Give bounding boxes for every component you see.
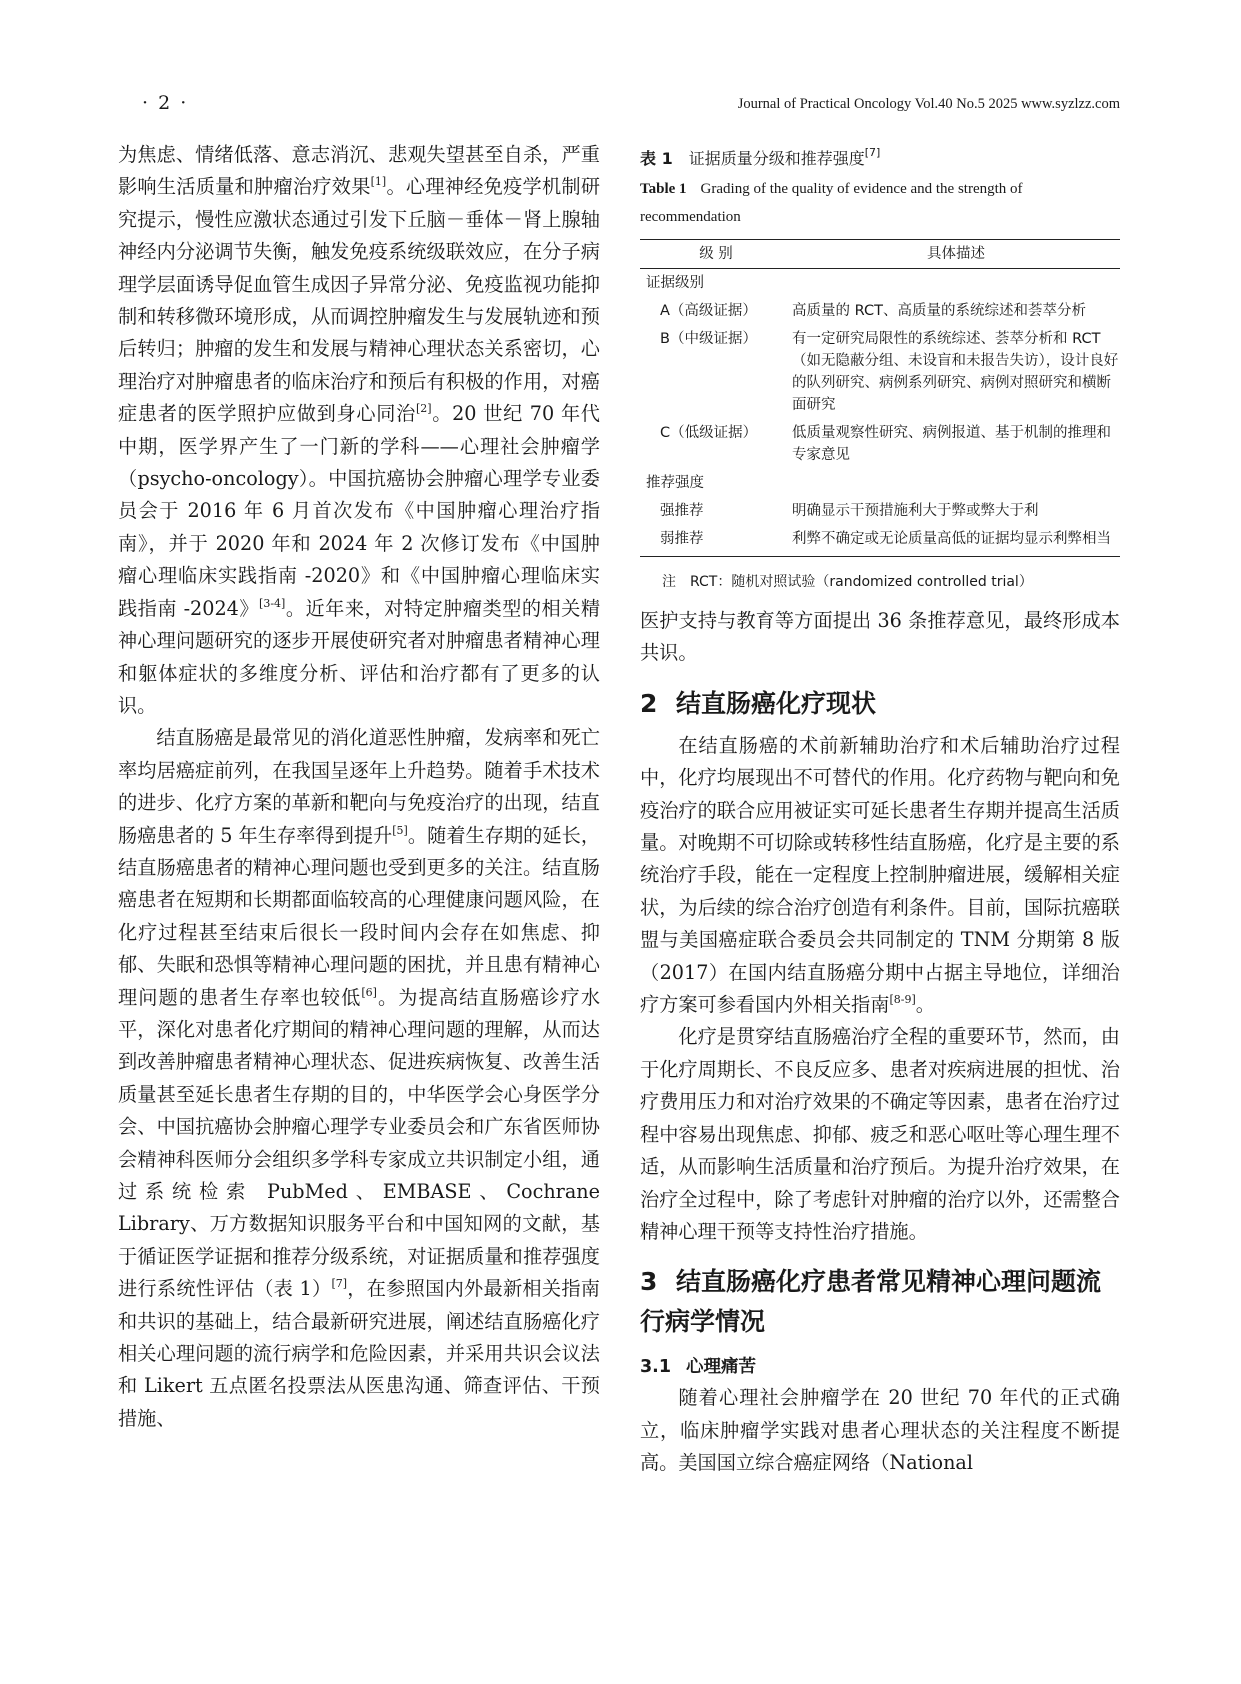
- citation[interactable]: [5]: [392, 823, 408, 837]
- citation[interactable]: [2]: [415, 402, 432, 416]
- citation[interactable]: [6]: [361, 985, 377, 999]
- section-3-1-heading: 3.1 心理痛苦: [640, 1357, 756, 1378]
- right-column: [640, 139, 1120, 1480]
- citation[interactable]: [7]: [331, 1277, 348, 1291]
- continued-paragraph: 医护支持与教育等方面提出 36 条推荐意见，最终形成本共识。: [640, 609, 1120, 665]
- table-header-level: 级 别: [640, 240, 792, 269]
- table-row: B（中级证据） 有一定研究局限性的系统综述、荟萃分析和 RCT（如无隐蔽分组、未设盲和未报告失访），设计良好的队列研究、病例系列研究、病例对照研究和横断面研究: [660, 331, 1119, 413]
- table-caption-en: Table 1 Grading of the quality of evidence and the strength of recommendation: [640, 181, 1023, 225]
- table-row: C（低级证据） 低质量观察性研究、病例报道、基于机制的推理和专家意见: [660, 425, 1111, 463]
- journal-header: Journal of Practical Oncology Vol.40 No.5 2025 www.syzlzz.com: [737, 96, 1120, 112]
- citation[interactable]: [3-4]: [259, 596, 286, 610]
- table-note: 注 RCT：随机对照试验（randomized controlled trial）: [662, 574, 1033, 590]
- section-2-heading: 2 结直肠癌化疗现状: [640, 688, 877, 718]
- crc-paragraph: 结直肠癌是最常见的消化道恶性肿瘤，发病率和死亡率均居癌症前列，在我国呈逐年上升趋势。随着手术技术的进步、化疗方案的革新和靶向与免疫治疗的出现，结直肠癌患者的 5 年生存率得到提升[5]。随着生存期的延长，结直肠癌患者的精神心理问题也受到更多的关注。结直肠癌患者在短期和长期都面临较高的心理健康问题风险，在化疗过程甚至结束后很长一段时间内会存在如焦虑、抑郁、失眠和恐惧等精神心理问题的困扰，并且患有精神心理问题的患者生存率也较低[6]。为提高结直肠癌诊疗水平，深化对患者化疗期间的精神心理问题的理解，从而达到改善肿瘤患者精神心理状态、促进疾病恢复、改善生活质量甚至延长患者生存期的目的，中华医学会心身医学分会、中国抗癌协会肿瘤心理学专业委员会和广东省医师协会精神科医师分会组织多学科专家成立共识制定小组，通过系统检索 PubMed、EMBASE、Cochrane Library、万方数据知识服务平台和中国知网的文献，基于循证医学证据和推荐分级系统，对证据质量和推荐强度进行系统性评估（表 1）[7]，在参照国内外最新相关指南和共识的基础上，结合最新研究进展，阐述结直肠癌化疗相关心理问题的流行病学和危险因素，并采用共识会议法和 Likert 五点匿名投票法从医患沟通、筛查评估、干预措施、: [118, 726, 601, 1430]
- section-3-1-paragraph: 随着心理社会肿瘤学在 20 世纪 70 年代的正式确立，临床肿瘤学实践对患者心理状态的关注程度不断提高。美国国立综合癌症网络（National: [640, 1386, 1120, 1475]
- section-2-paragraph-2: 化疗是贯穿结直肠癌治疗全程的重要环节，然而，由于化疗周期长、不良反应多、患者对疾病进展的担忧、治疗费用压力和对治疗效果的不确定等因素，患者在治疗过程中容易出现焦虑、抑郁、疲乏和恶心呕吐等心理生理不适，从而影响生活质量和治疗预后。为提升治疗效果，在治疗全过程中，除了考虑针对肿瘤的治疗以外，还需整合精神心理干预等支持性治疗措施。: [640, 1025, 1120, 1243]
- citation[interactable]: [8-9]: [889, 993, 916, 1007]
- citation[interactable]: [1]: [370, 175, 387, 189]
- table-caption-cn: 表 1 证据质量分级和推荐强度[7]: [640, 146, 881, 168]
- table-row: A（高级证据） 高质量的 RCT、高质量的系统综述和荟萃分析: [660, 303, 1086, 319]
- table-group-row: 推荐强度: [646, 475, 704, 491]
- table-row: 弱推荐 利弊不确定或无论质量高低的证据均显示利弊相当: [640, 525, 1120, 557]
- left-column: [118, 139, 600, 1435]
- page-number: · 2 ·: [142, 92, 189, 114]
- section-2-paragraph-1: 在结直肠癌的术前新辅助治疗和术后辅助治疗过程中，化疗均展现出不可替代的作用。化疗药物与靶向和免疫治疗的联合应用被证实可延长患者生存期并提高生活质量。对晚期不可切除或转移性结直肠癌，化疗是主要的系统治疗手段，能在一定程度上控制肿瘤进展，缓解相关症状，为后续的综合治疗创造有利条件。目前，国际抗癌联盟与美国癌症联合委员会共同制定的 TNM 分期第 8 版（2017）在国内结直肠癌分期中占据主导地位，详细治疗方案可参看国内外相关指南[8-9]。: [640, 733, 1120, 1017]
- evidence-table: [640, 239, 1120, 557]
- table-header-desc: 具体描述: [792, 240, 1120, 269]
- table-row: 强推荐 明确显示干预措施利大于弊或弊大于利: [660, 503, 1039, 519]
- intro-paragraph: 为焦虑、情绪低落、意志消沉、悲观失望甚至自杀，严重影响生活质量和肿瘤治疗效果[1]。心理神经免疫学机制研究提示，慢性应激状态通过引发下丘脑－垂体－肾上腺轴神经内分泌调节失衡，触发免疫系统级联效应，在分子病理学层面诱导促血管生成因子异常分泌、免疫监视功能抑制和转移微环境形成，从而调控肿瘤发生与发展轨迹和预后转归；肿瘤的发生和发展与精神心理状态关系密切，心理治疗对肿瘤患者的临床治疗和预后有积极的作用，对癌症患者的医学照护应做到身心同治[2]。20 世纪 70 年代中期，医学界产生了一门新的学科——心理社会肿瘤学（psycho-oncology）。中国抗癌协会肿瘤心理学专业委员会于 2016 年 6 月首次发布《中国肿瘤心理治疗指南》，并于 2020 年和 2024 年 2 次修订发布《中国肿瘤心理临床实践指南 -2020》和《中国肿瘤心理临床实践指南 -2024》[3-4]。近年来，对特定肿瘤类型的相关精神心理问题研究的逐步开展使研究者对肿瘤患者精神心理和躯体症状的多维度分析、评估和治疗都有了更多的认识。: [118, 143, 601, 717]
- section-3-heading: 3 结直肠癌化疗患者常见精神心理问题流行病学情况: [640, 1267, 1102, 1337]
- table-group-row: 证据级别: [646, 275, 704, 291]
